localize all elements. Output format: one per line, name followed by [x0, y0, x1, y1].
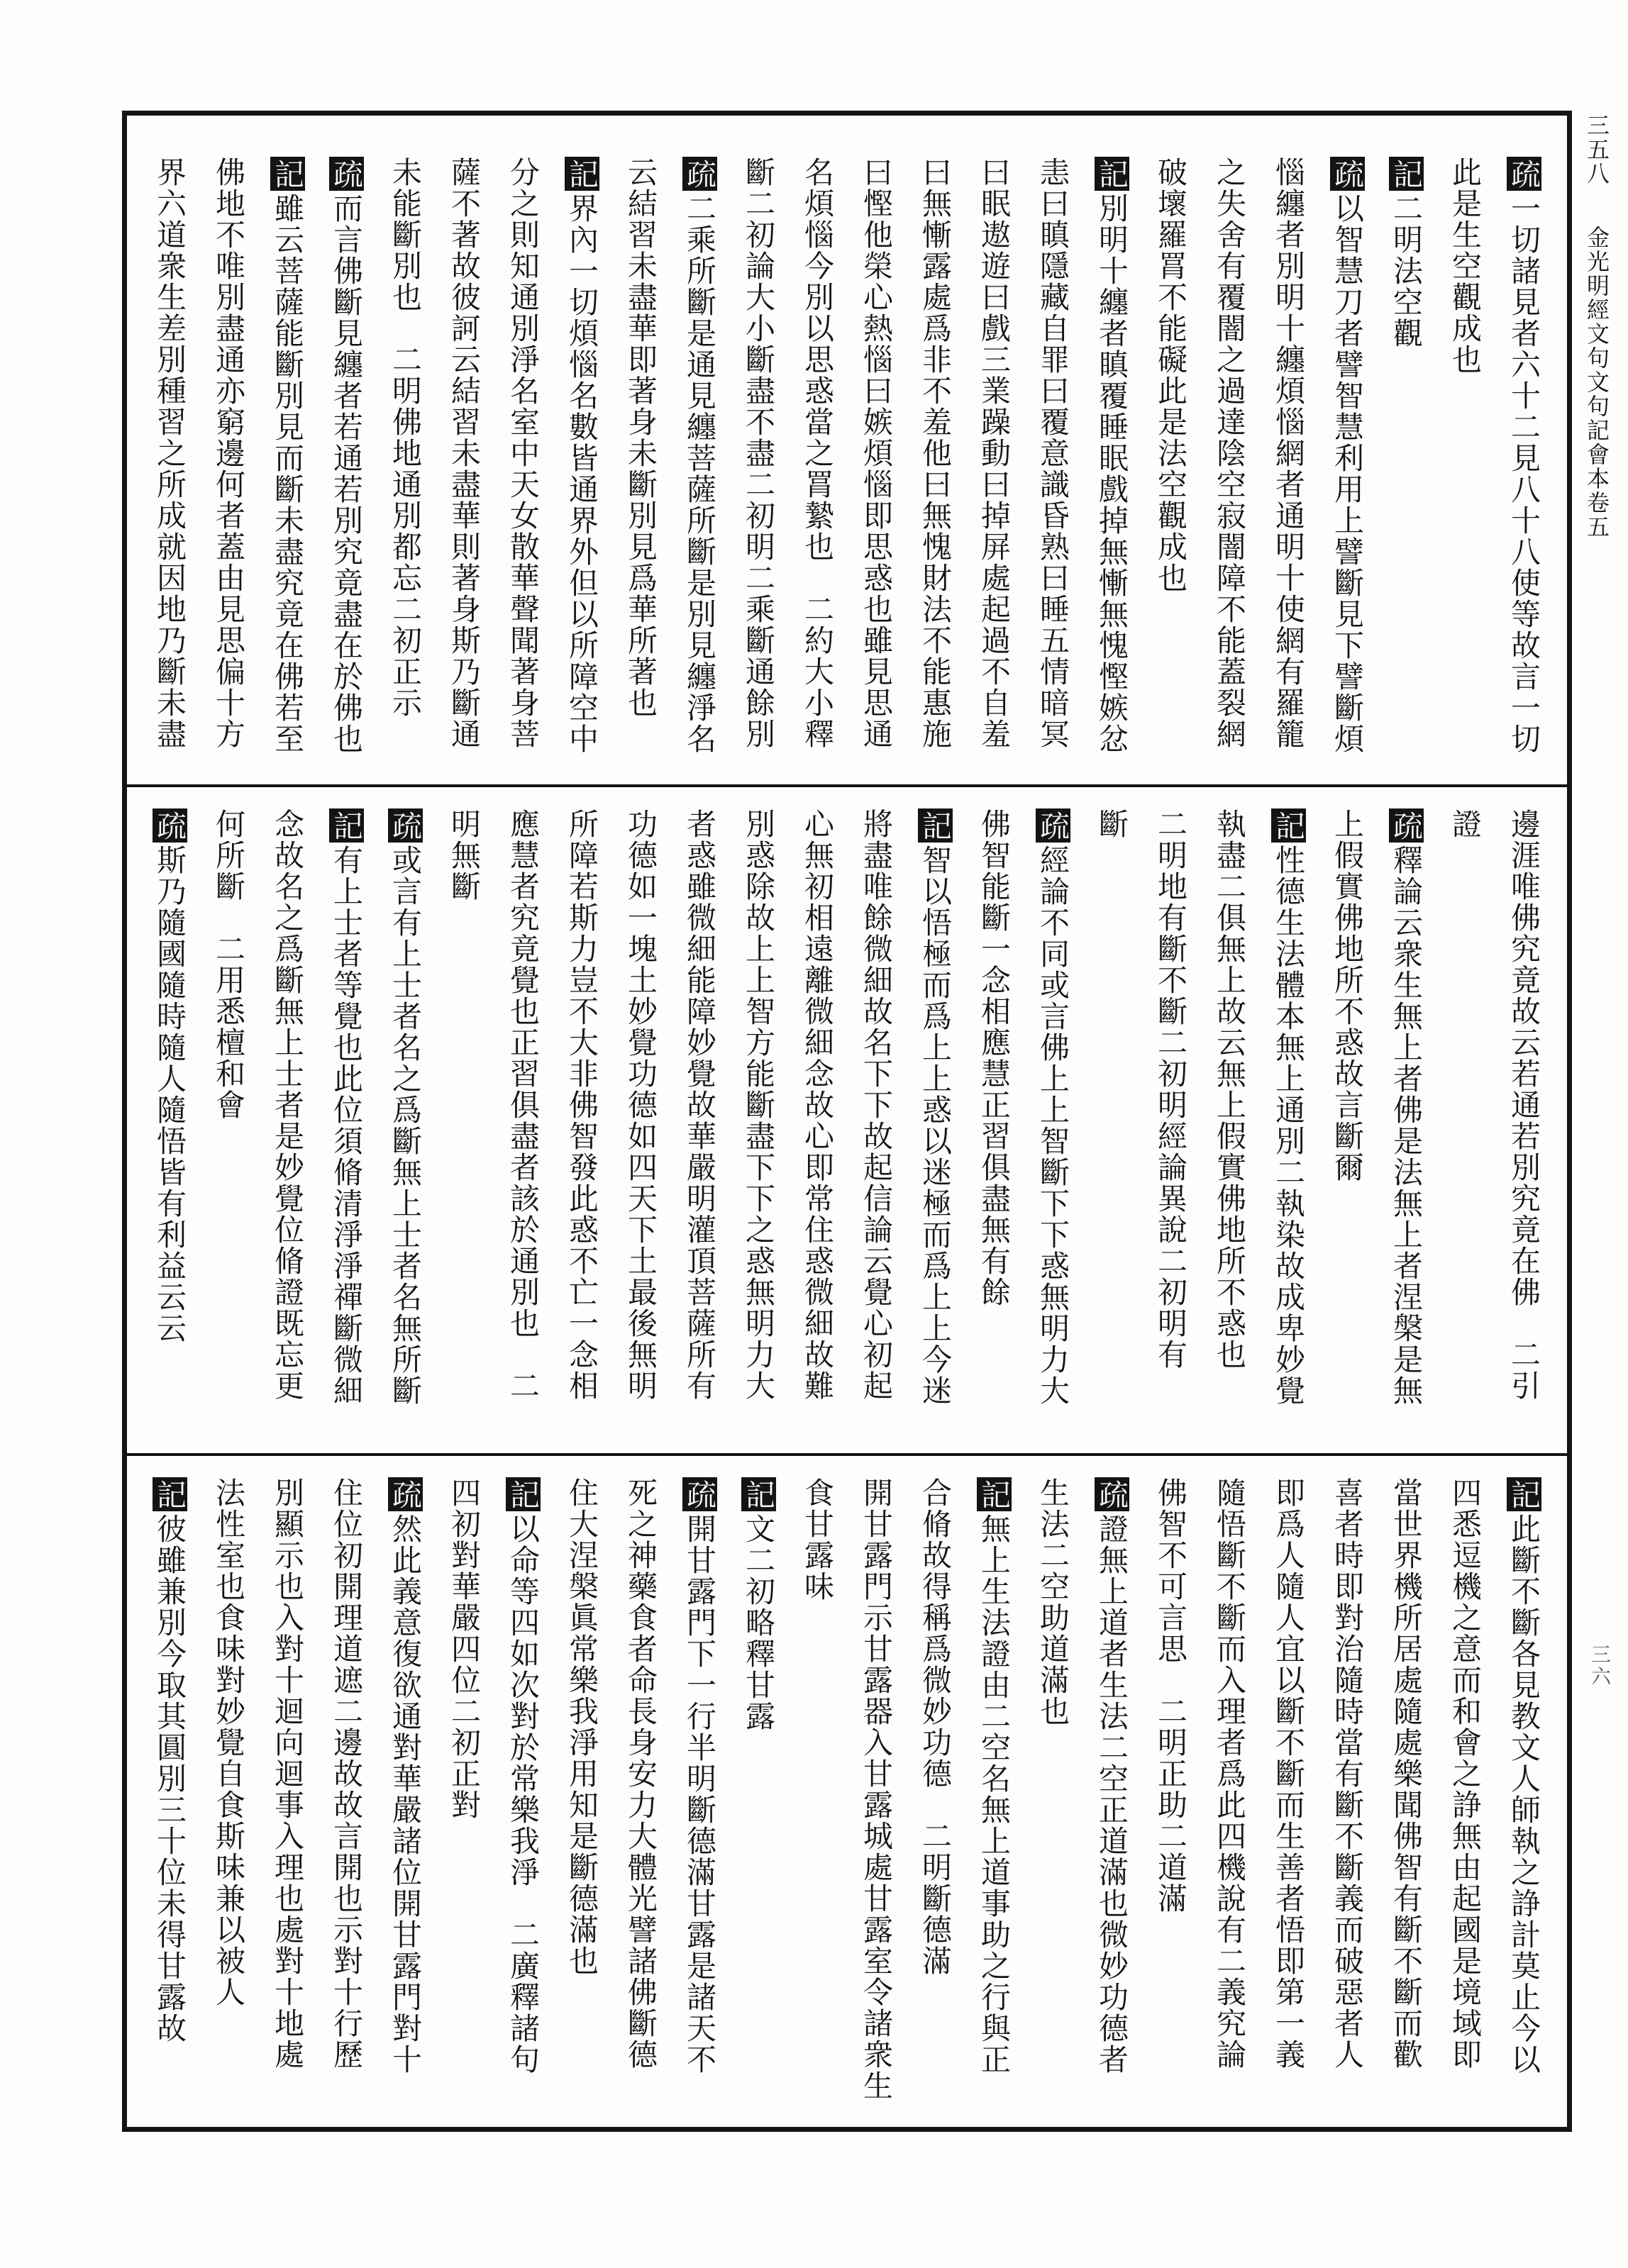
- column-text: 佛智不可言思 二明正助二道滿: [1153, 1477, 1188, 1914]
- text-column: [258, 808, 317, 1453]
- text-column: [1082, 808, 1141, 1453]
- text-column: [553, 1477, 611, 2127]
- column-text: 佛智能斷一念相應慧正習俱盡無有餘: [977, 808, 1012, 1308]
- text-column: [199, 808, 258, 1453]
- column-text: 何所斷 二用悉檀和會: [211, 808, 246, 1121]
- margin-note: 三六: [1588, 1644, 1612, 1688]
- column-text: 一切諸見者六十二見八十八使等故言一切: [1507, 193, 1541, 755]
- commentary-marker: 疏: [1507, 157, 1541, 191]
- text-column: [435, 157, 494, 784]
- commentary-marker: 疏: [682, 1477, 717, 1511]
- column-text: 恚曰瞋隱藏自罪曰覆意識昏熟曰睡五情暗冥: [1036, 157, 1070, 750]
- text-column: [494, 808, 553, 1453]
- column-text: 名煩惱今別以思惑當之罥縶也 二約大小釋: [800, 157, 835, 750]
- column-text: 生法二空助道滿也: [1036, 1477, 1070, 1727]
- column-text: 住大涅槃眞常樂我淨用知是斷德滿也: [565, 1477, 599, 1977]
- commentary-marker: 記: [153, 1477, 187, 1511]
- text-column: [1024, 808, 1082, 1453]
- column-text: 二明地有斷不斷二初明經論異說二初明有: [1153, 808, 1188, 1370]
- commentary-marker: 記: [1389, 157, 1424, 191]
- column-text: 合脩故得稱爲微妙功德 二明斷德滿: [918, 1477, 953, 1977]
- column-text: 法性室也食味對妙覺自食斯味兼以被人: [211, 1477, 246, 2008]
- column-text: 薩不著故彼訶云結習未盡華則著身斯乃斷通: [447, 157, 482, 750]
- column-text: 性德生法體本無上通別二執染故成卑妙覺: [1271, 845, 1306, 1406]
- commentary-marker: 疏: [153, 808, 187, 843]
- text-column: [376, 808, 435, 1453]
- column-text: 未能斷別也 二明佛地通別都忘二初正示: [388, 157, 423, 718]
- column-text: 釋論云衆生無上者佛是法無上者涅槃是無: [1389, 845, 1424, 1406]
- text-column: [1024, 157, 1082, 784]
- column-text: 或言有上士者名之爲斷無上士者名無所斷: [388, 845, 423, 1406]
- text-column: [1318, 808, 1377, 1453]
- page-number: 三五八: [1583, 113, 1610, 186]
- text-column: [788, 157, 847, 784]
- upper-register: [127, 116, 1567, 784]
- column-text: 喜者時即對治隨時當有斷不斷義而破惡者人: [1330, 1477, 1365, 2070]
- commentary-marker: 疏: [1036, 808, 1070, 843]
- commentary-marker: 記: [1507, 1477, 1541, 1511]
- commentary-marker: 記: [506, 1477, 541, 1511]
- text-column: [1200, 157, 1259, 784]
- text-column: [199, 1477, 258, 2127]
- column-text: 住位初開理道遮二邊故故言開也示對十行歷: [329, 1477, 364, 2070]
- text-column: [1141, 157, 1200, 784]
- text-column: [670, 157, 729, 784]
- text-column: [1141, 808, 1200, 1453]
- commentary-marker: 記: [1095, 157, 1129, 191]
- text-column: [965, 1477, 1024, 2127]
- column-text: 明無斷: [447, 808, 482, 902]
- text-column: [729, 808, 788, 1453]
- text-column: [1436, 157, 1495, 784]
- column-text: 文二初略釋甘露: [741, 1513, 776, 1732]
- commentary-marker: 記: [329, 808, 364, 843]
- sutra-column: [847, 1477, 906, 2127]
- column-text: 別明十纏者瞋覆睡眠戲掉無慚無愧慳嫉忿: [1095, 193, 1129, 755]
- commentary-marker: 疏: [1095, 1477, 1129, 1511]
- text-column: [1259, 808, 1318, 1453]
- commentary-marker: 疏: [388, 808, 423, 843]
- page-frame: [122, 111, 1572, 2132]
- column-text: 曰眠遨遊曰戲三業躁動曰掉屏處起過不自羞: [977, 157, 1012, 750]
- text-column: [1141, 1477, 1200, 2127]
- column-text: 無上生法證由二空名無上道事助之行與正: [977, 1513, 1012, 2075]
- column-text: 以命等四如次對於常樂我淨 二廣釋諸句: [506, 1513, 541, 2075]
- commentary-marker: 疏: [1330, 157, 1365, 191]
- column-text: 曰無慚露處爲非不羞他曰無愧財法不能惠施: [918, 157, 953, 750]
- column-text: 破壞羅罥不能礙此是法空觀成也: [1153, 157, 1188, 594]
- column-text: 當世界機所居處隨處樂聞佛智有斷不斷而歡: [1389, 1477, 1424, 2070]
- text-column: [1318, 157, 1377, 784]
- text-column: [1495, 808, 1554, 1453]
- text-column: [906, 808, 965, 1453]
- text-column: [906, 1477, 965, 2127]
- column-text: 云結習未盡華即著身未斷別見爲華所著也: [624, 157, 658, 718]
- text-column: [199, 157, 258, 784]
- column-text: 斯乃隨國隨時隨人隨悟皆有利益云云: [153, 845, 187, 1344]
- text-column: [1318, 1477, 1377, 2127]
- commentary-marker: 疏: [388, 1477, 423, 1511]
- column-text: 心無初相遠離微細念故心即常住惑微細故難: [800, 808, 835, 1401]
- commentary-marker: 疏: [1389, 808, 1424, 843]
- text-column: [1200, 1477, 1259, 2127]
- commentary-marker: 疏: [682, 157, 717, 191]
- text-column: [670, 1477, 729, 2127]
- column-text: 此斷不斷各見教文人師執之諍計莫止今以: [1507, 1513, 1541, 2075]
- sutra-column: [788, 1477, 847, 2127]
- text-column: [494, 1477, 553, 2127]
- text-column: [435, 1477, 494, 2127]
- column-text: 功德如一塊土妙覺功德如四天下土最後無明: [624, 808, 658, 1401]
- column-text: 雖云菩薩能斷別見而斷未盡究竟在佛若至: [270, 193, 305, 755]
- column-text: 二乘所斷是通見纏菩薩所斷是別見纏淨名: [682, 193, 717, 755]
- column-text: 食甘露味: [800, 1477, 835, 1602]
- column-text: 證無上道者生法二空正道滿也微妙功德者: [1095, 1513, 1129, 2075]
- column-text: 二明法空觀: [1389, 193, 1424, 349]
- text-column: [1377, 1477, 1436, 2127]
- column-text: 別惑除故上上智方能斷盡下下之惑無明力大: [741, 808, 776, 1401]
- column-text: 惱纏者別明十纏煩惱網者通明十使網有羅籠: [1271, 157, 1306, 750]
- text-column: [729, 157, 788, 784]
- text-column: [553, 808, 611, 1453]
- column-text: 上假實佛地所不惑故言斷爾: [1330, 808, 1365, 1183]
- column-text: 隨悟斷不斷而入理者爲此四機說有二義究論: [1212, 1477, 1247, 2070]
- column-text: 四悉逗機之意而和會之諍無由起國是境域即: [1448, 1477, 1483, 2070]
- commentary-marker: 記: [918, 808, 953, 843]
- text-column: [847, 808, 906, 1453]
- column-text: 證: [1448, 808, 1483, 840]
- column-text: 應慧者究竟覺也正習俱盡者該於通別也 二: [506, 808, 541, 1401]
- text-column: [1082, 1477, 1141, 2127]
- text-column: [1082, 157, 1141, 784]
- text-column: [140, 1477, 199, 2127]
- text-column: [847, 157, 906, 784]
- text-column: [729, 1477, 788, 2127]
- text-column: [553, 157, 611, 784]
- commentary-marker: 記: [270, 157, 305, 191]
- column-text: 經論不同或言佛上上智斷下下惑無明力大: [1036, 845, 1070, 1406]
- text-column: [670, 808, 729, 1453]
- text-column: [611, 1477, 670, 2127]
- commentary-marker: 記: [565, 157, 599, 191]
- column-text: 將盡唯餘微細故名下下故起信論云覺心初起: [859, 808, 894, 1401]
- column-text: 佛地不唯別盡通亦窮邊何者蓋由見思偏十方: [211, 157, 246, 750]
- text-column: [258, 157, 317, 784]
- text-column: [611, 808, 670, 1453]
- column-text: 之失舍有覆闇之過達陰空寂闇障不能蓋裂網: [1212, 157, 1247, 750]
- text-column: [140, 808, 199, 1453]
- text-column: [1495, 1477, 1554, 2127]
- text-column: [317, 808, 376, 1453]
- text-column: [1200, 808, 1259, 1453]
- column-text: 然此義意復欲通對華嚴諸位開甘露門對十: [388, 1513, 423, 2075]
- text-column: [1024, 1477, 1082, 2127]
- commentary-marker: 記: [741, 1477, 776, 1511]
- column-text: 彼雖兼別今取其圓別三十位未得甘露故: [153, 1513, 187, 2044]
- column-text: 死之神藥食者命長身安力大體光譬諸佛斷德: [624, 1477, 658, 2070]
- text-column: [1495, 157, 1554, 784]
- text-column: [317, 157, 376, 784]
- commentary-marker: 記: [1271, 808, 1306, 843]
- column-text: 念故名之爲斷無上士者是妙覺位脩證既忘更: [270, 808, 305, 1401]
- column-text: 斷: [1095, 808, 1129, 840]
- column-text: 斷二初論大小斷盡不盡二初明二乘斷通餘別: [741, 157, 776, 750]
- text-column: [1377, 808, 1436, 1453]
- commentary-marker: 疏: [329, 157, 364, 191]
- column-text: 所障若斯力豈不大非佛智發此惑不亡一念相: [565, 808, 599, 1401]
- column-text: 開甘露門下一行半明斷德滿甘露是諸天不: [682, 1513, 717, 2075]
- column-text: 執盡二俱無上故云無上假實佛地所不惑也: [1212, 808, 1247, 1370]
- commentary-marker: 記: [977, 1477, 1012, 1511]
- column-text: 者惑雖微細能障妙覺故華嚴明灌頂菩薩所有: [682, 808, 717, 1401]
- column-text: 界內一切煩惱名數皆通界外但以所障空中: [565, 193, 599, 755]
- text-column: [140, 157, 199, 784]
- text-column: [906, 157, 965, 784]
- text-column: [1377, 157, 1436, 784]
- text-column: [435, 808, 494, 1453]
- text-column: [376, 157, 435, 784]
- column-text: 即爲人隨人宜以斷不斷而生善者悟即第一義: [1271, 1477, 1306, 2070]
- text-column: [1436, 1477, 1495, 2127]
- column-text: 四初對華嚴四位二初正對: [447, 1477, 482, 1820]
- text-column: [1259, 157, 1318, 784]
- column-text: 有上士者等覺也此位須脩清淨淨禪斷微細: [329, 845, 364, 1406]
- column-text: 曰慳他榮心熱惱曰嫉煩惱即思惑也雖見思通: [859, 157, 894, 750]
- text-column: [258, 1477, 317, 2127]
- book-title: 金光明經文句文句記會本卷五: [1583, 226, 1610, 539]
- column-text: 以智慧刀者譬智慧利用上譬斷見下譬斷煩: [1330, 193, 1365, 755]
- text-column: [965, 808, 1024, 1453]
- column-text: 分之則知通別淨名室中天女散華聲聞著身菩: [506, 157, 541, 750]
- text-column: [376, 1477, 435, 2127]
- text-column: [317, 1477, 376, 2127]
- text-column: [611, 157, 670, 784]
- text-column: [1259, 1477, 1318, 2127]
- text-column: [788, 808, 847, 1453]
- column-text: 開甘露門示甘露器入甘露城處甘露室令諸衆生: [859, 1477, 894, 2101]
- text-column: [494, 157, 553, 784]
- column-text: 邊涯唯佛究竟故云若通若別究竟在佛 二引: [1507, 808, 1541, 1401]
- column-text: 此是生空觀成也: [1448, 157, 1483, 375]
- column-text: 而言佛斷見纏者若通若別究竟盡在於佛也: [329, 193, 364, 755]
- text-column: [1436, 808, 1495, 1453]
- column-text: 別顯示也入對十迴向迴事入理也處對十地處: [270, 1477, 305, 2070]
- middle-register: [127, 784, 1567, 1453]
- lower-register: [127, 1453, 1567, 2127]
- column-text: 智以悟極而爲上上惑以迷極而爲上上今迷: [918, 845, 953, 1406]
- column-text: 界六道衆生差別種習之所成就因地乃斷未盡: [153, 157, 187, 750]
- text-column: [965, 157, 1024, 784]
